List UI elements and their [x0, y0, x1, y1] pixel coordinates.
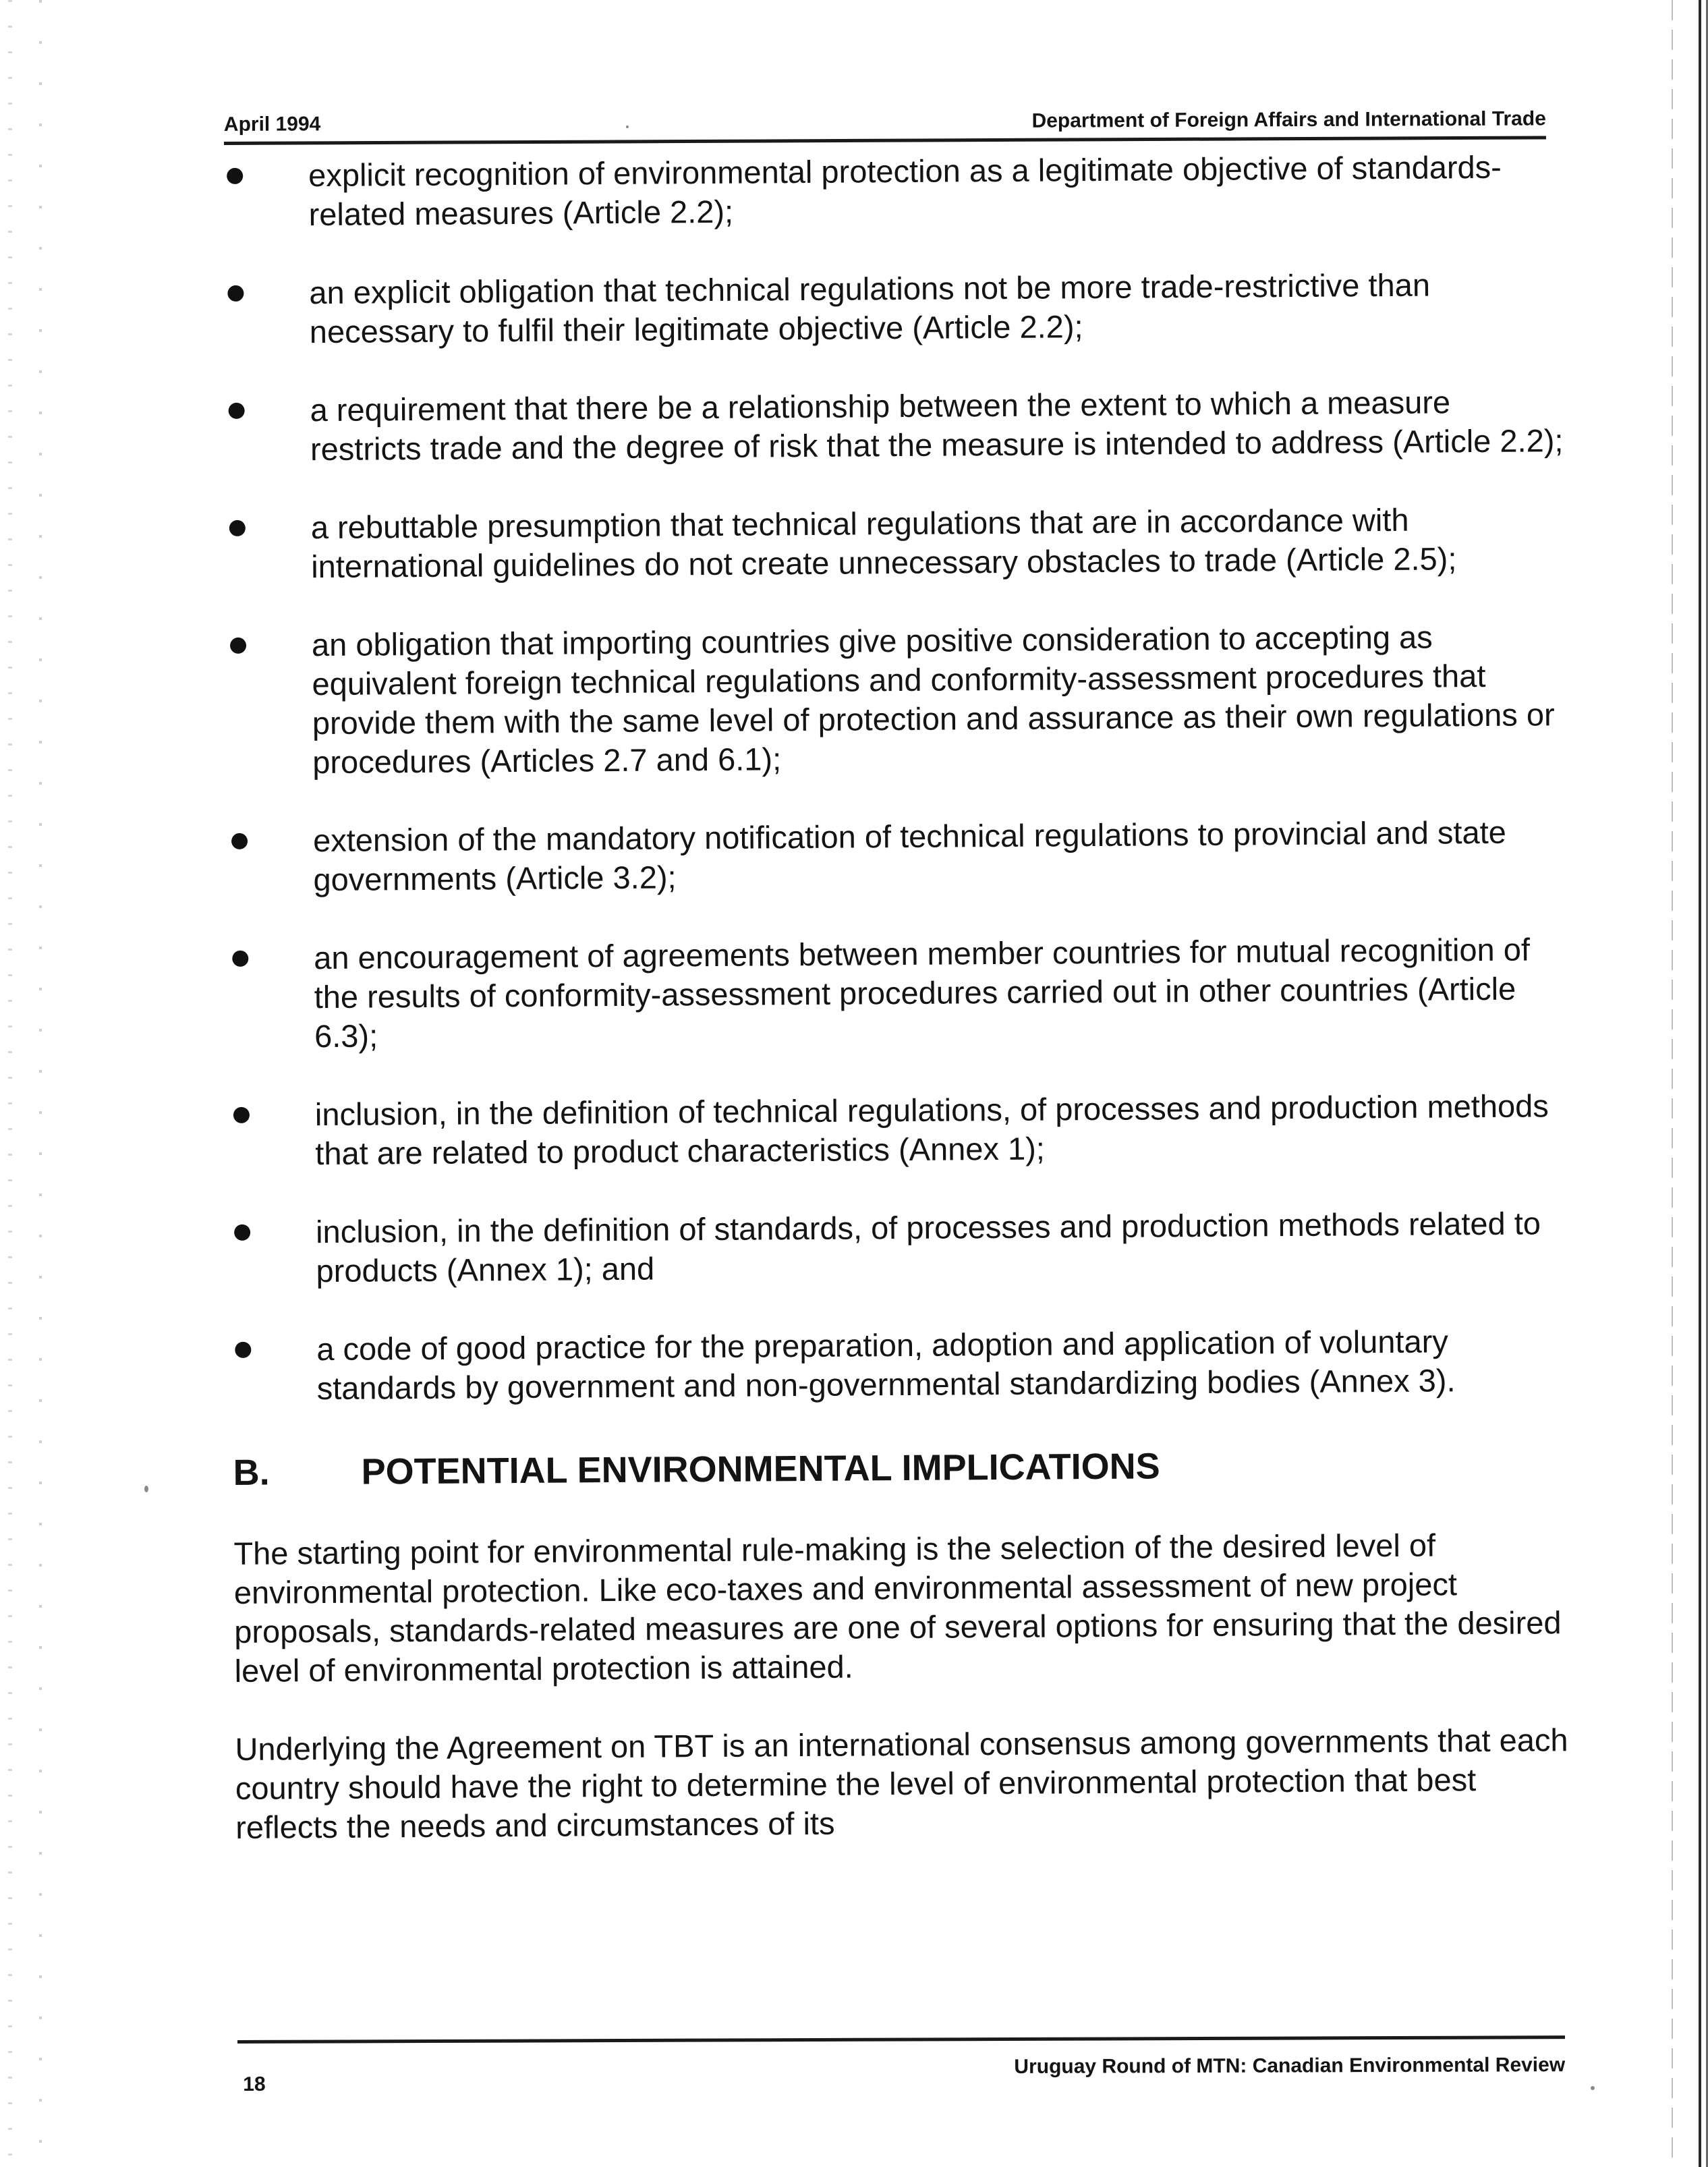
header-department: Department of Foreign Affairs and International Trade: [1031, 107, 1546, 132]
paragraph: Underlying the Agreement on TBT is an international consensus among governments that each country should have the right to determine the level of environmental protection that best reflects the needs and circumstances of its: [235, 1722, 1568, 1845]
running-header: [224, 95, 1546, 145]
bullet-icon: [229, 403, 245, 419]
scan-edge-left-marks: [39, 0, 42, 2167]
section-letter: B.: [233, 1452, 270, 1493]
running-footer: [237, 2035, 1565, 2104]
bullet-icon: [233, 1107, 250, 1123]
bullet-icon: [230, 638, 246, 654]
list-item: [231, 1204, 1571, 1291]
bullet-text: an explicit obligation that technical regulations not be more trade-restrictive than necessary to fulfil their legitimate objective (Article 2.2);: [309, 266, 1431, 350]
bullet-list: [224, 147, 1575, 1409]
bullet-text: an encouragement of agreements between member countries for mutual recognition of the results of conformity-assessment procedures carried out in other countries (Article 6.3);: [314, 931, 1531, 1054]
bullet-text: a code of good practice for the preparation, adoption and application of voluntary standards by government and non-governmental standardizing bodies (Annex 3).: [316, 1323, 1456, 1407]
bullet-text: inclusion, in the definition of technical regulations, of processes and production methods that are related to product characteristics (Annex 1);: [314, 1088, 1549, 1172]
header-date: April 1994: [223, 113, 321, 136]
paragraph: The starting point for environmental rule-making is the selection of the desired level of environmental protection. Like eco-taxes and environmental assessment of new project proposals, standards-related measures are one of several options for ensuring that the desired level of environmental protection is attained.: [233, 1527, 1562, 1689]
list-item: [224, 147, 1564, 235]
bullet-text: explicit recognition of environmental protection as a legitimate objective of standards-related measures (Article 2.2);: [308, 148, 1502, 233]
bullet-icon: [234, 1225, 250, 1241]
scan-speck: [626, 125, 629, 128]
bullet-text: extension of the mandatory notification of technical regulations to provincial and state governments (Article 3.2);: [312, 814, 1507, 898]
list-item: [231, 1086, 1570, 1174]
footer-publication: Uruguay Round of MTN: Canadian Environmental Review: [1014, 2054, 1566, 2078]
scan-edge-right-marks: [1672, 0, 1673, 2167]
document-body: [224, 147, 1578, 1886]
bullet-icon: [227, 168, 243, 184]
list-item: [232, 1321, 1572, 1409]
list-item: [229, 812, 1568, 900]
list-item: [229, 930, 1569, 1057]
bullet-icon: [229, 520, 246, 536]
section-title: POTENTIAL ENVIRONMENTAL IMPLICATIONS: [361, 1446, 1160, 1492]
bullet-text: a rebuttable presumption that technical regulations that are in accordance with international guidelines do not create unnecessary obstacles to trade (Article 2.5);: [310, 501, 1457, 585]
scan-speck: [1591, 2086, 1595, 2090]
bullet-text: inclusion, in the definition of standards, of processes and production methods related to products (Annex 1); and: [315, 1205, 1541, 1289]
scan-edge-right: [1699, 0, 1708, 2167]
scan-edge-left: [8, 0, 12, 2167]
bullet-icon: [227, 285, 244, 302]
bullet-icon: [232, 951, 248, 967]
bullet-icon: [235, 1342, 251, 1358]
bullet-icon: [231, 833, 248, 849]
bullet-text: an obligation that importing countries give positive consideration to accepting as equivalent foreign technical regulations and conformity-assessment procedures that provide them with the same level of protection and assurance as their own regulations or procedures (Articles 2.7 and 6.1);: [311, 619, 1555, 781]
bullet-text: a requirement that there be a relationship between the extent to which a measure restricts trade and the degree of risk that the measure is intended to address (Article 2.2);: [310, 384, 1564, 468]
list-item: [225, 264, 1564, 352]
list-item: [225, 382, 1565, 470]
scan-speck: [144, 1486, 148, 1492]
section-heading: [233, 1442, 1575, 1494]
list-item: [227, 499, 1566, 587]
list-item: [227, 617, 1568, 783]
page-number: 18: [243, 2073, 266, 2095]
